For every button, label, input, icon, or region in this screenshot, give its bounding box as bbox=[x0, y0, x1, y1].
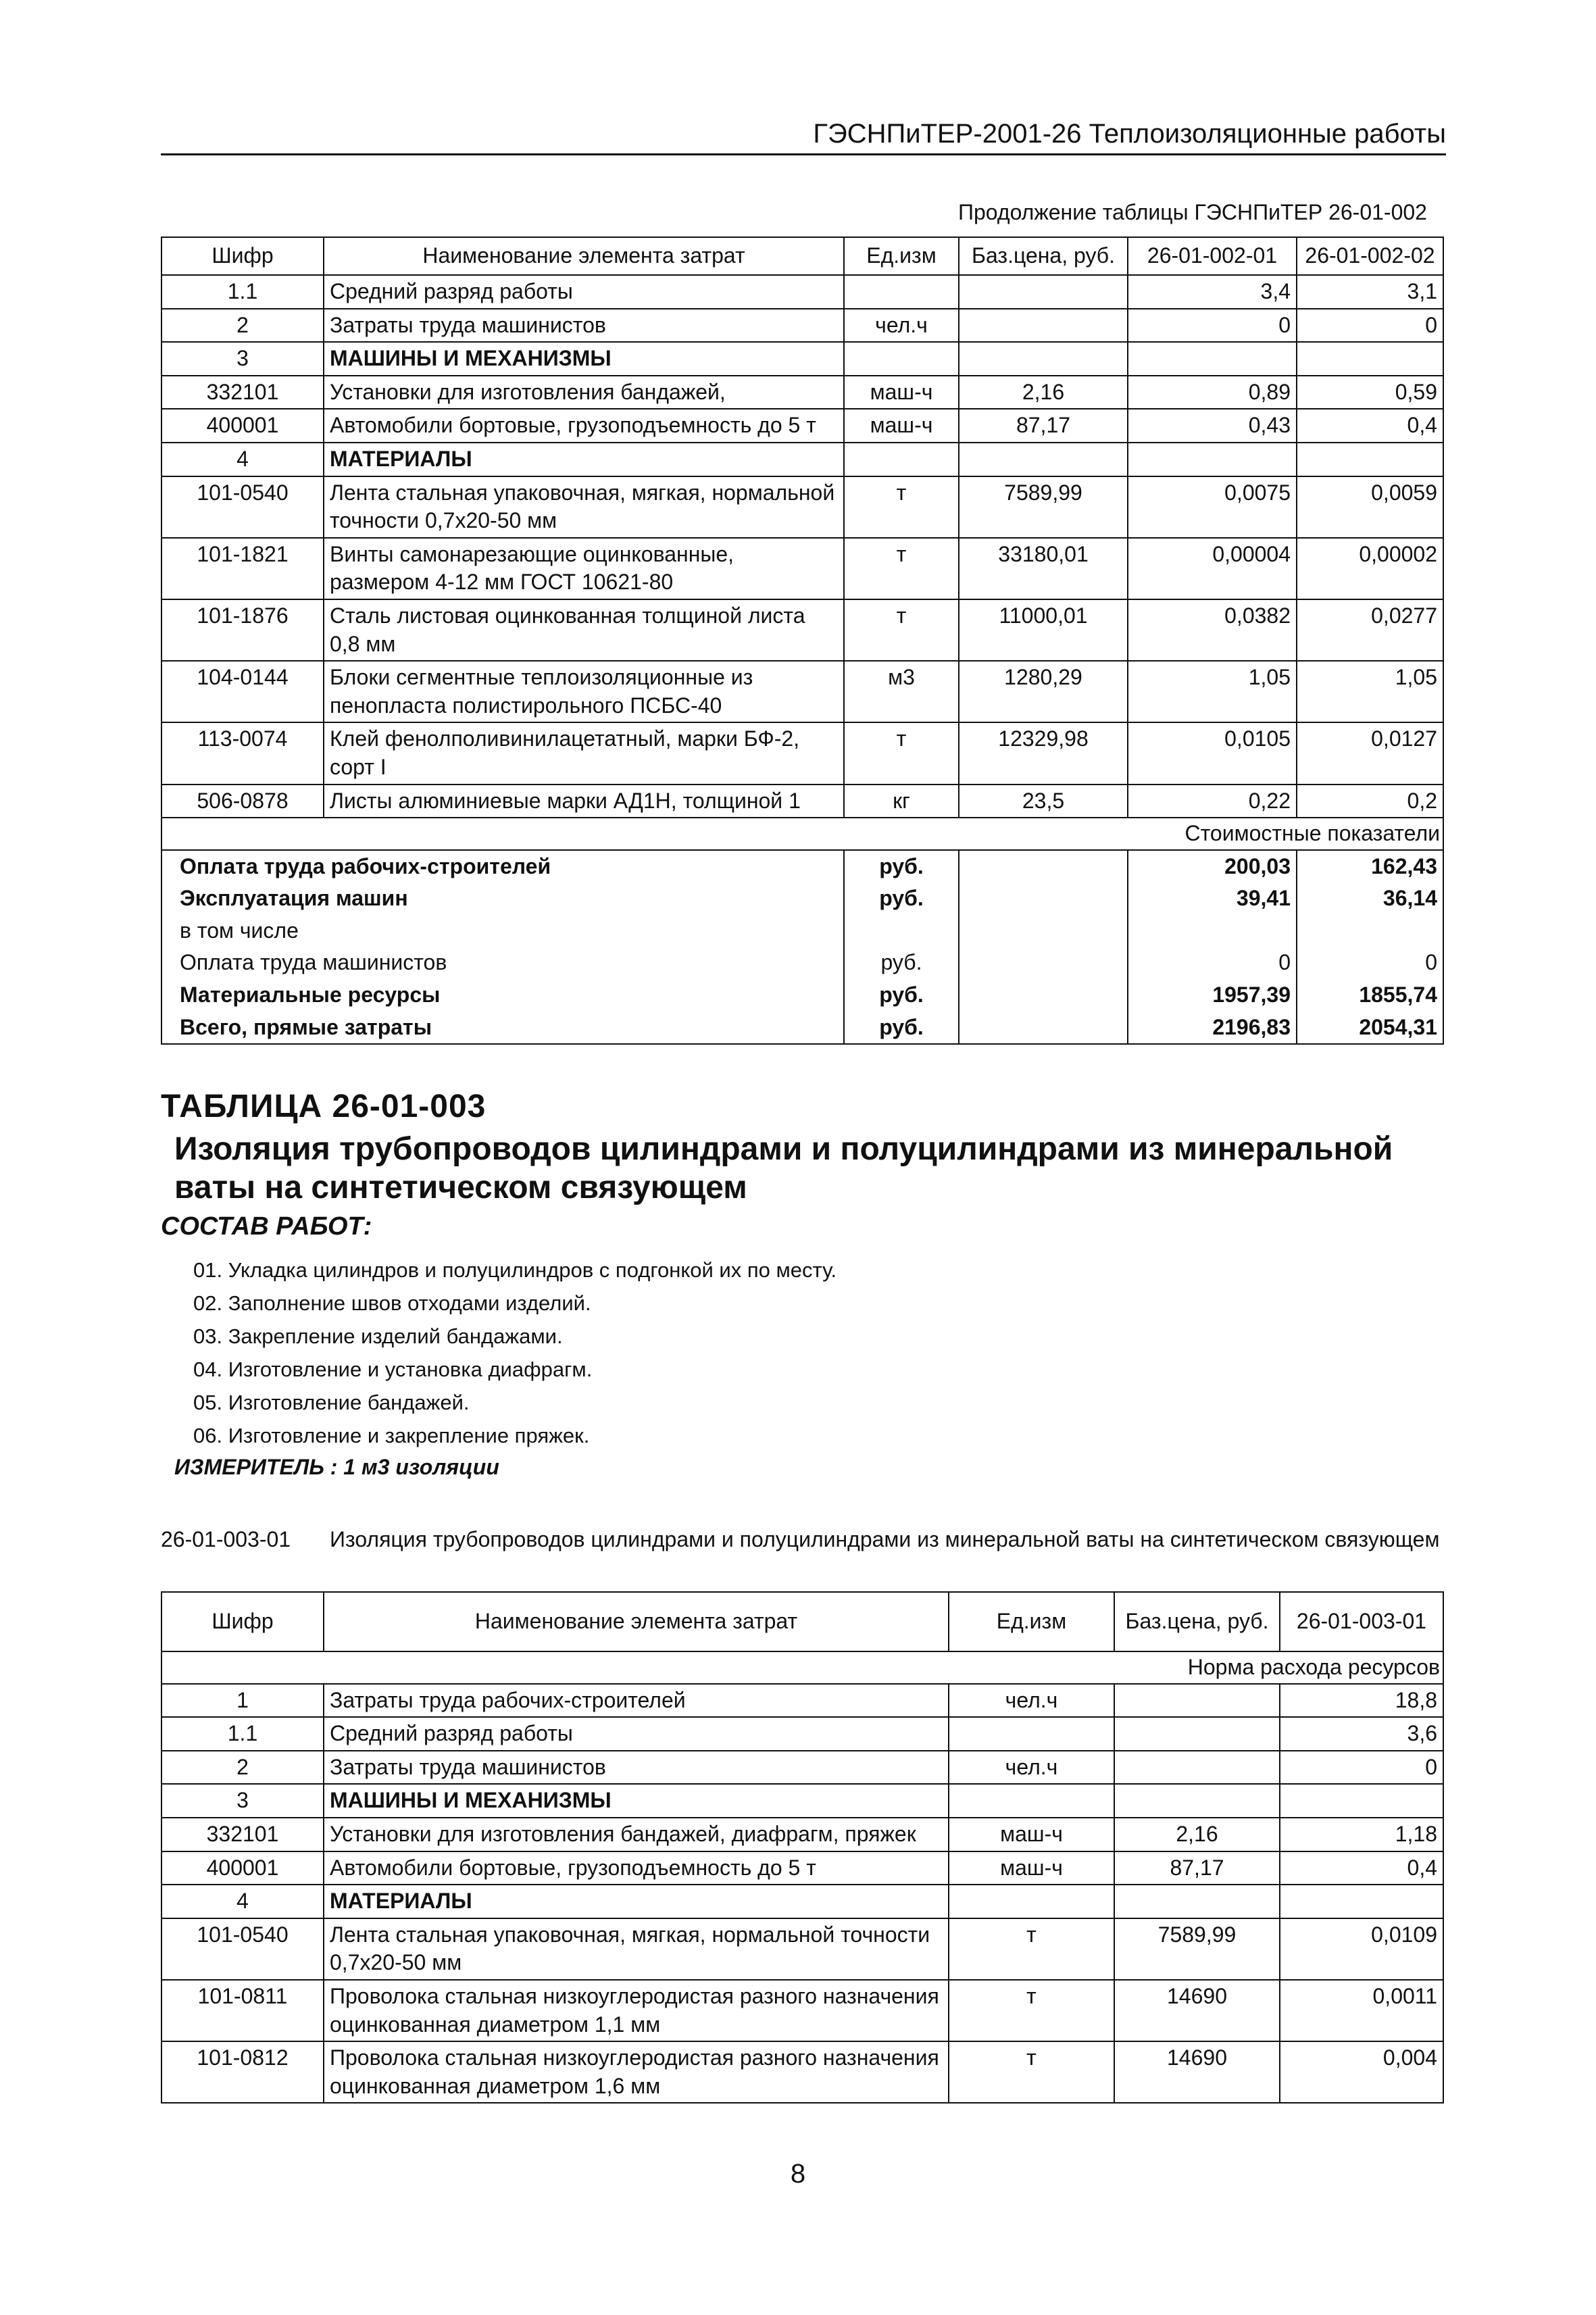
row-unit: маш-ч bbox=[949, 1851, 1114, 1885]
cost-value bbox=[1128, 915, 1297, 947]
table-row bbox=[161, 1980, 1443, 2041]
row-price: 1280,29 bbox=[959, 661, 1128, 722]
cost-label: Оплата труда рабочих-строителей bbox=[161, 850, 844, 883]
column-header: Шифр bbox=[161, 237, 324, 275]
row-value: 1,05 bbox=[1297, 661, 1443, 722]
row-unit bbox=[949, 1784, 1114, 1818]
row-value: 0 bbox=[1297, 309, 1443, 343]
row-code: 506-0878 bbox=[161, 785, 324, 818]
row-name: Лента стальная упаковочная, мягкая, нормальной точности 0,7х20-50 мм bbox=[324, 476, 844, 538]
row-value: 0 bbox=[1128, 309, 1297, 343]
row-name: Винты самонарезающие оцинкованные, размером 4-12 мм ГОСТ 10621-80 bbox=[324, 538, 844, 599]
table-name: Изоляция трубопроводов цилиндрами и полуцилиндрами из минеральной ваты на синтетическом связующем bbox=[174, 1131, 1393, 1205]
row-value: 0,22 bbox=[1128, 785, 1297, 818]
row-price: 33180,01 bbox=[959, 538, 1128, 599]
table-row bbox=[161, 1717, 1443, 1751]
row-value: 0 bbox=[1280, 1751, 1443, 1785]
row-unit: чел.ч bbox=[949, 1684, 1114, 1718]
row-code: 2 bbox=[161, 1751, 324, 1785]
page-header bbox=[161, 111, 1446, 155]
row-name: МАШИНЫ И МЕХАНИЗМЫ bbox=[324, 342, 844, 376]
measure-row bbox=[174, 1452, 1445, 1483]
cost-empty bbox=[959, 850, 1128, 883]
table-row bbox=[161, 722, 1443, 784]
row-value: 1,05 bbox=[1128, 661, 1297, 722]
page-number: 8 bbox=[790, 2159, 806, 2189]
work-item: 02. Заполнение швов отходами изделий. bbox=[193, 1291, 591, 1316]
row-name: МАШИНЫ И МЕХАНИЗМЫ bbox=[324, 1784, 949, 1818]
row-value: 0,4 bbox=[1297, 409, 1443, 443]
row-name: Затраты труда машинистов bbox=[324, 1751, 949, 1785]
cost-row bbox=[161, 882, 1443, 915]
row-name: Сталь листовая оцинкованная толщиной листа 0,8 мм bbox=[324, 599, 844, 661]
row-price bbox=[959, 443, 1128, 476]
row-value: 0,2 bbox=[1297, 785, 1443, 818]
row-unit: т bbox=[844, 722, 959, 784]
cost-unit: руб. bbox=[844, 947, 959, 979]
table-row bbox=[161, 476, 1443, 538]
row-code: 101-0540 bbox=[161, 1918, 324, 1980]
row-price bbox=[1114, 1684, 1280, 1718]
table-row bbox=[161, 1918, 1443, 1980]
row-code: 104-0144 bbox=[161, 661, 324, 722]
row-value: 0,0011 bbox=[1280, 1980, 1443, 2041]
table-row bbox=[161, 1751, 1443, 1785]
row-price bbox=[1114, 1751, 1280, 1785]
work-item: 01. Укладка цилиндров и полуцилиндров с подгонкой их по месту. bbox=[193, 1258, 837, 1283]
work-item: 06. Изготовление и закрепление пряжек. bbox=[193, 1424, 590, 1448]
table-row bbox=[161, 1885, 1443, 1918]
cost-label: Всего, прямые затраты bbox=[161, 1012, 844, 1045]
column-header: Баз.цена, руб. bbox=[1114, 1592, 1280, 1651]
row-value bbox=[1280, 1885, 1443, 1918]
row-unit bbox=[949, 1717, 1114, 1751]
row-name: Блоки сегментные теплоизоляционные из пенопласта полистирольного ПСБС-40 bbox=[324, 661, 844, 722]
subtable-caption bbox=[161, 1527, 1478, 1552]
row-price bbox=[1114, 1717, 1280, 1751]
row-name: Проволока стальная низкоуглеродистая разного назначения оцинкованная диаметром 1,6 мм bbox=[324, 2041, 949, 2103]
row-code: 1 bbox=[161, 1684, 324, 1718]
row-code: 1.1 bbox=[161, 275, 324, 309]
cost-unit: руб. bbox=[844, 850, 959, 883]
row-unit: чел.ч bbox=[949, 1751, 1114, 1785]
row-price: 87,17 bbox=[1114, 1851, 1280, 1885]
table-row bbox=[161, 785, 1443, 818]
row-value: 3,6 bbox=[1280, 1717, 1443, 1751]
row-price bbox=[1114, 1784, 1280, 1818]
subtable-code: 26-01-003-01 bbox=[161, 1527, 291, 1551]
cost-empty bbox=[959, 979, 1128, 1012]
cost-value: 36,14 bbox=[1297, 882, 1443, 915]
row-price: 11000,01 bbox=[959, 599, 1128, 661]
row-code: 332101 bbox=[161, 376, 324, 409]
row-value: 0,00004 bbox=[1128, 538, 1297, 599]
cost-value: 1855,74 bbox=[1297, 979, 1443, 1012]
table-row bbox=[161, 2041, 1443, 2103]
table-row bbox=[161, 661, 1443, 722]
table-row bbox=[161, 1818, 1443, 1851]
row-name: Средний разряд работы bbox=[324, 1717, 949, 1751]
table-code: ТАБЛИЦА 26-01-003 bbox=[161, 1089, 487, 1124]
row-value: 3,4 bbox=[1128, 275, 1297, 309]
row-name: Автомобили бортовые, грузоподъемность до 5 т bbox=[324, 409, 844, 443]
cost-header-row bbox=[161, 818, 1443, 850]
cost-empty bbox=[959, 882, 1128, 915]
table-row bbox=[161, 443, 1443, 476]
row-value: 0,0105 bbox=[1128, 722, 1297, 784]
row-unit: чел.ч bbox=[844, 309, 959, 343]
row-name: Проволока стальная низкоуглеродистая разного назначения оцинкованная диаметром 1,1 мм bbox=[324, 1980, 949, 2041]
row-value: 0,004 bbox=[1280, 2041, 1443, 2103]
row-unit bbox=[844, 342, 959, 376]
cost-label: Материальные ресурсы bbox=[161, 979, 844, 1012]
row-unit: т bbox=[949, 2041, 1114, 2103]
row-value bbox=[1280, 1784, 1443, 1818]
row-value: 0,0382 bbox=[1128, 599, 1297, 661]
row-value: 0,0127 bbox=[1297, 722, 1443, 784]
row-unit: т bbox=[844, 476, 959, 538]
row-value: 0,0059 bbox=[1297, 476, 1443, 538]
column-header: 26-01-002-02 bbox=[1297, 237, 1443, 275]
row-price: 23,5 bbox=[959, 785, 1128, 818]
cost-label: Эксплуатация машин bbox=[161, 882, 844, 915]
column-header: Баз.цена, руб. bbox=[959, 237, 1128, 275]
table-row bbox=[161, 409, 1443, 443]
row-value bbox=[1297, 443, 1443, 476]
row-name: Установки для изготовления бандажей, bbox=[324, 376, 844, 409]
row-code: 4 bbox=[161, 443, 324, 476]
row-code: 101-0540 bbox=[161, 476, 324, 538]
row-name: Клей фенолполивинилацетатный, марки БФ-2, сорт I bbox=[324, 722, 844, 784]
row-price: 7589,99 bbox=[959, 476, 1128, 538]
cost-empty bbox=[959, 915, 1128, 947]
table-row bbox=[161, 342, 1443, 376]
row-code: 113-0074 bbox=[161, 722, 324, 784]
row-unit: т bbox=[844, 538, 959, 599]
cost-row bbox=[161, 915, 1443, 947]
cost-value: 39,41 bbox=[1128, 882, 1297, 915]
cost-value: 0 bbox=[1297, 947, 1443, 979]
table-row bbox=[161, 599, 1443, 661]
continuation-note: Продолжение таблицы ГЭСНПиТЕР 26-01-002 bbox=[958, 200, 1427, 224]
cost-unit: руб. bbox=[844, 882, 959, 915]
cost-header: Стоимостные показатели bbox=[161, 818, 1443, 850]
cost-empty bbox=[959, 947, 1128, 979]
row-code: 400001 bbox=[161, 1851, 324, 1885]
row-price: 12329,98 bbox=[959, 722, 1128, 784]
row-unit: маш-ч bbox=[844, 409, 959, 443]
cost-unit: руб. bbox=[844, 979, 959, 1012]
row-name: МАТЕРИАЛЫ bbox=[324, 1885, 949, 1918]
row-price: 2,16 bbox=[1114, 1818, 1280, 1851]
column-header: Наименование элемента затрат bbox=[324, 237, 844, 275]
cost-value: 1957,39 bbox=[1128, 979, 1297, 1012]
table-header-row bbox=[161, 237, 1443, 275]
work-item: 03. Закрепление изделий бандажами. bbox=[193, 1324, 563, 1349]
cost-row bbox=[161, 1012, 1443, 1045]
table-row bbox=[161, 1851, 1443, 1885]
row-price: 7589,99 bbox=[1114, 1918, 1280, 1980]
row-value: 0,43 bbox=[1128, 409, 1297, 443]
row-code: 4 bbox=[161, 1885, 324, 1918]
table-row bbox=[161, 275, 1443, 309]
norm-header: Норма расхода ресурсов bbox=[161, 1651, 1443, 1684]
row-value: 18,8 bbox=[1280, 1684, 1443, 1718]
cost-value: 2054,31 bbox=[1297, 1012, 1443, 1045]
row-unit: т bbox=[949, 1980, 1114, 2041]
row-name: Затраты труда рабочих-строителей bbox=[324, 1684, 949, 1718]
column-header: 26-01-003-01 bbox=[1280, 1592, 1443, 1651]
table-section bbox=[161, 1088, 1445, 1483]
row-price: 87,17 bbox=[959, 409, 1128, 443]
column-header: Шифр bbox=[161, 1592, 324, 1651]
composition-label: СОСТАВ РАБОТ: bbox=[161, 1212, 372, 1241]
row-price: 2,16 bbox=[959, 376, 1128, 409]
row-name: Затраты труда машинистов bbox=[324, 309, 844, 343]
table-row bbox=[161, 1684, 1443, 1718]
cost-label: в том числе bbox=[161, 915, 844, 947]
row-code: 101-0811 bbox=[161, 1980, 324, 2041]
works-list bbox=[174, 1253, 1445, 1483]
row-value bbox=[1297, 342, 1443, 376]
row-code: 101-0812 bbox=[161, 2041, 324, 2103]
row-code: 101-1876 bbox=[161, 599, 324, 661]
row-unit: т bbox=[844, 599, 959, 661]
norm-header-row bbox=[161, 1651, 1443, 1684]
row-price bbox=[1114, 1885, 1280, 1918]
row-name: Автомобили бортовые, грузоподъемность до 5 т bbox=[324, 1851, 949, 1885]
row-unit bbox=[949, 1885, 1114, 1918]
row-unit: м3 bbox=[844, 661, 959, 722]
column-header: Ед.изм bbox=[844, 237, 959, 275]
row-value: 1,18 bbox=[1280, 1818, 1443, 1851]
cost-empty bbox=[959, 1012, 1128, 1045]
table-header-row bbox=[161, 1592, 1443, 1651]
work-item: 05. Изготовление бандажей. bbox=[193, 1391, 470, 1415]
row-unit: маш-ч bbox=[949, 1818, 1114, 1851]
cost-value bbox=[1297, 915, 1443, 947]
row-value bbox=[1128, 443, 1297, 476]
cost-label: Оплата труда машинистов bbox=[161, 947, 844, 979]
cost-value: 0 bbox=[1128, 947, 1297, 979]
table-row bbox=[161, 309, 1443, 343]
row-code: 101-1821 bbox=[161, 538, 324, 599]
row-value: 3,1 bbox=[1297, 275, 1443, 309]
row-unit: кг bbox=[844, 785, 959, 818]
row-code: 3 bbox=[161, 1784, 324, 1818]
cost-value: 200,03 bbox=[1128, 850, 1297, 883]
row-unit: т bbox=[949, 1918, 1114, 1980]
measure-unit: ИЗМЕРИТЕЛЬ : 1 м3 изоляции bbox=[174, 1455, 499, 1480]
row-price bbox=[959, 342, 1128, 376]
cost-row bbox=[161, 850, 1443, 883]
work-item: 04. Изготовление и установка диафрагм. bbox=[193, 1358, 593, 1382]
row-name: Лента стальная упаковочная, мягкая, нормальной точности 0,7х20-50 мм bbox=[324, 1918, 949, 1980]
row-name: Средний разряд работы bbox=[324, 275, 844, 309]
row-value: 0,59 bbox=[1297, 376, 1443, 409]
row-price bbox=[959, 309, 1128, 343]
cost-row bbox=[161, 947, 1443, 979]
row-name: Установки для изготовления бандажей, диафрагм, пряжек bbox=[324, 1818, 949, 1851]
row-code: 2 bbox=[161, 309, 324, 343]
row-value: 0,4 bbox=[1280, 1851, 1443, 1885]
cost-unit bbox=[844, 915, 959, 947]
row-name: МАТЕРИАЛЫ bbox=[324, 443, 844, 476]
cost-value: 162,43 bbox=[1297, 850, 1443, 883]
row-code: 1.1 bbox=[161, 1717, 324, 1751]
header-title: ГЭСНПиТЕР-2001-26 Теплоизоляционные работы bbox=[813, 119, 1446, 149]
column-header: Ед.изм bbox=[949, 1592, 1114, 1651]
table-26-01-002-continuation bbox=[161, 237, 1444, 1045]
cost-unit: руб. bbox=[844, 1012, 959, 1045]
table-row bbox=[161, 538, 1443, 599]
row-unit: маш-ч bbox=[844, 376, 959, 409]
row-price: 14690 bbox=[1114, 2041, 1280, 2103]
row-price: 14690 bbox=[1114, 1980, 1280, 2041]
row-value: 0,0277 bbox=[1297, 599, 1443, 661]
row-price bbox=[959, 275, 1128, 309]
table-26-01-003-01 bbox=[161, 1591, 1444, 2104]
column-header: 26-01-002-01 bbox=[1128, 237, 1297, 275]
row-value: 0,89 bbox=[1128, 376, 1297, 409]
row-code: 332101 bbox=[161, 1818, 324, 1851]
row-unit bbox=[844, 443, 959, 476]
cost-value: 2196,83 bbox=[1128, 1012, 1297, 1045]
row-unit bbox=[844, 275, 959, 309]
row-value: 0,0075 bbox=[1128, 476, 1297, 538]
column-header: Наименование элемента затрат bbox=[324, 1592, 949, 1651]
table-row bbox=[161, 376, 1443, 409]
subtable-name: Изоляция трубопроводов цилиндрами и полуцилиндрами из минеральной ваты на синтетическом связующем bbox=[330, 1527, 1440, 1551]
row-value: 0,0109 bbox=[1280, 1918, 1443, 1980]
row-name: Листы алюминиевые марки АД1Н, толщиной 1 bbox=[324, 785, 844, 818]
row-code: 400001 bbox=[161, 409, 324, 443]
row-value: 0,00002 bbox=[1297, 538, 1443, 599]
row-value bbox=[1128, 342, 1297, 376]
row-code: 3 bbox=[161, 342, 324, 376]
table-row bbox=[161, 1784, 1443, 1818]
cost-row bbox=[161, 979, 1443, 1012]
